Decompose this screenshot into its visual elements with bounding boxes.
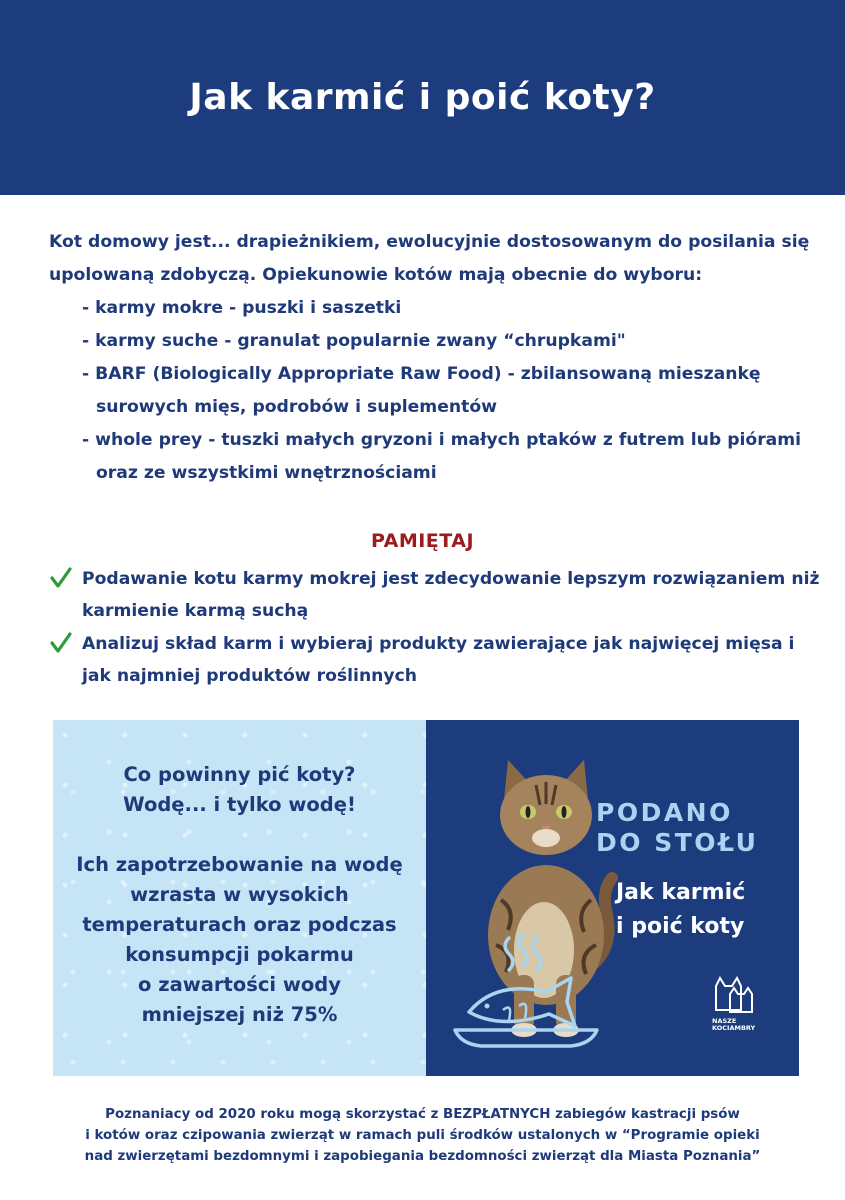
footer-note xyxy=(0,1104,845,1167)
footer-line: Poznaniacy od 2020 roku mogą skorzystać z BEZPŁATNYCH zabiegów kastracji psów xyxy=(105,1107,740,1122)
header-banner xyxy=(0,0,845,195)
intro-paragraph: Kot domowy jest... drapieżnikiem, ewolucyjnie dostosowanym do posilania się upolowaną zdobyczą. Opiekunowie kotów mają obecnie do wyboru: xyxy=(49,232,810,285)
list-item: - whole prey - tuszki małych gryzoni i małych ptaków z futrem lub piórami oraz ze wszystkimi wnętrznościami xyxy=(82,430,802,483)
water-question: Co powinny pić koty? xyxy=(123,763,356,786)
list-item: - karmy mokre - puszki i saszetki xyxy=(82,298,402,318)
remember-list xyxy=(50,563,820,693)
fish-plate-icon xyxy=(451,930,601,1060)
logo-text-line: NASZE xyxy=(712,1017,737,1025)
nasze-kociambry-logo xyxy=(708,976,758,1032)
logo-text-line: KOCIAMBRY xyxy=(712,1024,756,1032)
water-answer: Wodę... i tylko wodę! xyxy=(123,793,356,816)
promo-subtitle-line: Jak karmić xyxy=(616,880,746,905)
promo-headline xyxy=(596,798,791,858)
promo-box xyxy=(426,720,799,1076)
water-info-text xyxy=(53,760,426,1030)
intro-section xyxy=(49,226,819,490)
footer-line: i kotów oraz czipowania zwierząt w ramach puli środków ustalonych w “Programie opieki xyxy=(85,1128,760,1143)
remember-item-text: Podawanie kotu karmy mokrej jest zdecydowanie lepszym rozwiązaniem niż karmienie karmą suchą xyxy=(82,569,820,621)
water-info-box xyxy=(53,720,426,1076)
footer-line: nad zwierzętami bezdomnymi i zapobiegania bezdomności zwierząt dla Miasta Poznania” xyxy=(84,1149,761,1164)
remember-item xyxy=(50,563,820,627)
water-line: konsumpcji pokarmu xyxy=(125,943,354,966)
water-line: temperaturach oraz podczas xyxy=(82,913,397,936)
water-line: mniejszej niż 75% xyxy=(141,1003,338,1026)
remember-item-text: Analizuj skład karm i wybieraj produkty zawierające jak najwięcej mięsa i jak najmniej produktów roślinnych xyxy=(82,634,795,686)
food-type-list xyxy=(49,292,819,490)
promo-subtitle-line: i poić koty xyxy=(616,914,745,939)
cat-logo-icon xyxy=(710,976,756,1014)
info-panel xyxy=(53,720,799,1076)
checkmark-icon xyxy=(50,632,72,654)
remember-heading: PAMIĘTAJ xyxy=(370,530,475,552)
list-item: - BARF (Biologically Appropriate Raw Food) - zbilansowaną mieszankę surowych mięs, podrobów i suplementów xyxy=(82,364,761,417)
promo-headline-line: DO STOŁU xyxy=(596,828,759,857)
list-item: - karmy suche - granulat popularnie zwany “chrupkami" xyxy=(82,331,626,351)
water-line: Ich zapotrzebowanie na wodę xyxy=(76,853,403,876)
page-title: Jak karmić i poić koty? xyxy=(189,77,656,118)
promo-subtitle xyxy=(616,876,786,944)
promo-headline-line: PODANO xyxy=(596,798,733,827)
remember-item xyxy=(50,628,820,692)
water-line: wzrasta w wysokich xyxy=(130,883,349,906)
checkmark-icon xyxy=(50,567,72,589)
water-line: o zawartości wody xyxy=(138,973,341,996)
